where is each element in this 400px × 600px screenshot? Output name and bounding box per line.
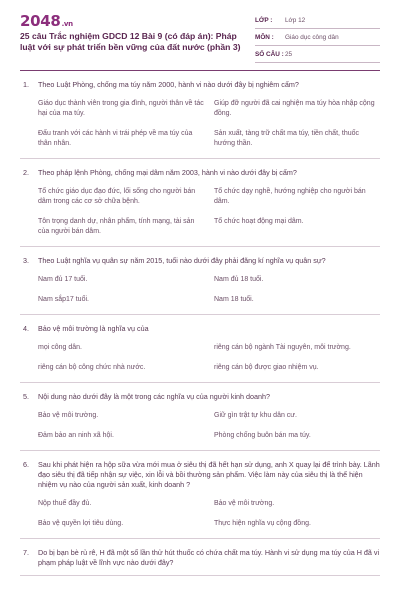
document-meta-table [255,12,380,63]
answer-options [20,402,380,443]
answer-option[interactable]: Bảo vệ môi trường. [214,500,275,507]
question-list [20,70,380,576]
meta-row-question-count [255,46,380,63]
answer-option[interactable]: riêng cán bộ được giao nhiệm vụ. [214,364,319,371]
logo-suffix: .vn [61,20,73,28]
question-number: 6. [23,460,29,469]
question-item [20,539,380,576]
question-item [20,159,380,247]
question-text: Sau khi phát hiện ra hộp sữa vừa mới mua ở siêu thị đã hết hạn sử dụng, anh X quay lại để trình bày. Lãnh đạo siêu thị đã tiếp nhận sự việc, xin lỗi và bồi thường sản phẩm. Việc làm này của siêu thị là thể hiện nhiệm vụ nào của người sản xuất, kinh doanh ? [38,460,380,489]
answer-options [20,178,380,239]
answer-option[interactable]: Giúp đỡ người đã cai nghiện ma túy hòa nhập cộng đồng. [214,100,375,117]
meta-label: SỐ CÂU : [255,50,284,58]
answer-option[interactable]: Nam đủ 18 tuổi. [214,276,264,283]
meta-value: Lớp 12 [285,16,306,24]
question-item [20,451,380,539]
answer-option[interactable]: Bảo vệ quyền lợi tiêu dùng. [38,520,124,527]
logo-text: 2048 [20,12,61,30]
answer-option[interactable]: Giữ gìn trật tự khu dân cư. [214,412,297,419]
document-title: 25 câu Trắc nghiệm GDCD 12 Bài 9 (có đáp án): Pháp luật với sự phát triển bền vững của đất nước (phần 3) [20,31,241,52]
question-header [20,548,380,568]
question-header [20,80,380,90]
question-header [20,460,380,490]
answer-option[interactable]: mọi công dân. [38,344,82,351]
answer-option[interactable]: Tổ chức hoạt động mại dâm. [214,218,304,225]
question-item [20,383,380,451]
answer-options [20,334,380,375]
question-header [20,168,380,178]
question-header [20,324,380,334]
meta-row-subject [255,29,380,46]
question-text: Nội dung nào dưới đây là một trong các nghĩa vụ của người kinh doanh? [38,392,271,401]
answer-option[interactable]: Tổ chức dạy nghề, hướng nghiệp cho người bán dâm. [214,188,366,205]
answer-options [20,266,380,307]
meta-value: 25 [285,50,293,58]
answer-option[interactable]: Bảo vệ môi trường. [38,412,99,419]
answer-option[interactable]: riêng cán bộ công chức nhà nước. [38,364,146,371]
answer-option[interactable]: Nam đủ 17 tuổi. [38,276,88,283]
answer-option[interactable]: Nam 18 tuổi. [214,296,254,303]
answer-option[interactable]: Thực hiện nghĩa vụ cộng đồng. [214,520,311,527]
question-header [20,256,380,266]
answer-option[interactable]: Giáo dục thành viên trong gia đình, người thân về tác hại của ma túy. [38,100,204,117]
answer-option[interactable]: Tổ chức giáo dục đạo đức, lối sống cho người bán dâm trong các cơ sở chữa bệnh. [38,188,196,205]
answer-option[interactable]: Đấu tranh với các hành vi trái phép về ma túy của thân nhân. [38,130,193,147]
question-item [20,71,380,159]
question-text: Theo Luật Phòng, chống ma túy năm 2000, hành vi nào dưới đây bị nghiêm cấm? [38,80,299,89]
question-number: 7. [23,548,29,557]
question-text: Bảo vệ môi trường là nghĩa vụ của [38,324,149,333]
question-text: Do bị bạn bè rủ rê, H đã một số lần thử hút thuốc có chứa chất ma túy. Hành vi sử dụng ma túy của H đã vi phạm pháp luật về lĩnh vực nào dưới đây? [38,548,380,567]
meta-label: MÔN : [255,33,274,41]
question-text: Theo Luật nghĩa vụ quân sự năm 2015, tuổi nào dưới đây phải đăng kí nghĩa vụ quân sự? [38,256,326,265]
question-number: 2. [23,168,29,177]
question-number: 4. [23,324,29,333]
answer-option[interactable]: Sản xuất, tàng trữ chất ma túy, tiền chất, thuốc hướng thần. [214,130,360,147]
answer-option[interactable]: Đảm bảo an ninh xã hội. [38,432,114,439]
question-item [20,315,380,383]
question-number: 1. [23,80,29,89]
question-number: 5. [23,392,29,401]
answer-option[interactable]: Nam sắp17 tuổi. [38,296,89,303]
site-logo[interactable] [20,12,73,30]
answer-option[interactable]: Nộp thuế đầy đủ. [38,500,92,507]
question-header [20,392,380,402]
meta-row-grade [255,12,380,29]
answer-option[interactable]: Tôn trọng danh dự, nhân phẩm, tính mạng, tài sản của người bán dâm. [38,218,195,235]
answer-option[interactable]: riêng cán bộ ngành Tài nguyên, môi trường. [214,344,351,351]
question-text: Theo pháp lệnh Phòng, chống mại dâm năm 2003, hành vi nào dưới đây bị cấm? [38,168,297,177]
meta-label: LỚP : [255,16,273,24]
question-number: 3. [23,256,29,265]
answer-option[interactable]: Phòng chống buôn bán ma túy. [214,432,311,439]
question-item [20,247,380,315]
page-header [0,0,400,70]
answer-options [20,90,380,151]
meta-value: Giáo dục công dân [285,33,339,41]
answer-options [20,490,380,531]
